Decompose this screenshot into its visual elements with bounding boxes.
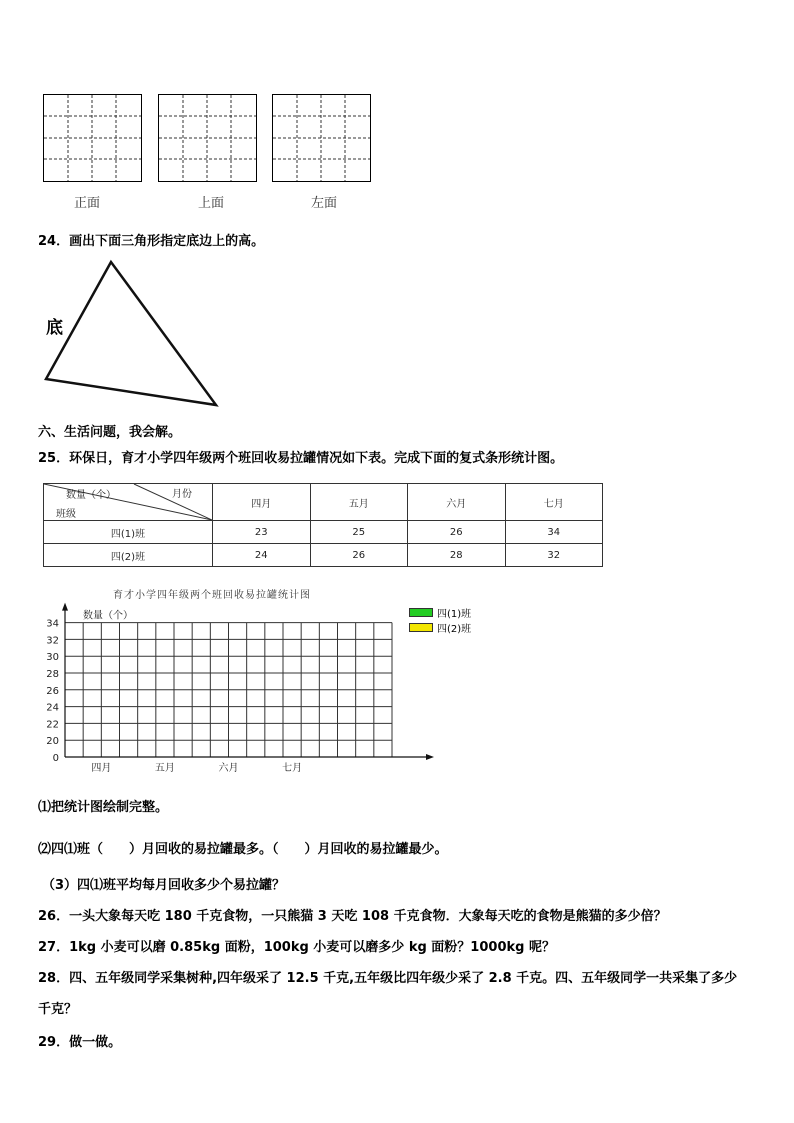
triangle-figure (40, 256, 225, 411)
y-tick-label: 0 (52, 753, 59, 764)
table-value-cell: 24 (213, 544, 311, 567)
table-class-cell: 四(1)班 (44, 521, 213, 544)
x-tick-label: 七月 (282, 763, 303, 774)
legend-label: 四(1)班 (437, 609, 472, 620)
left-view-label: 左面 (311, 196, 338, 211)
top-view-label: 上面 (198, 196, 225, 211)
x-axis-arrow (426, 754, 434, 760)
y-axis-arrow (62, 603, 68, 611)
table-value-cell: 32 (505, 544, 603, 567)
question-25-part-2: ⑵四⑴班（ ）月回收的易拉罐最多。（ ）月回收的易拉罐最少。 (38, 842, 448, 857)
table-value-cell: 26 (310, 544, 408, 567)
x-tick-label: 四月 (91, 763, 112, 774)
left-view-grid (272, 94, 371, 182)
y-tick-label: 22 (46, 719, 59, 731)
y-axis-label: 数量（个） (83, 610, 133, 622)
recycling-data-table (43, 483, 603, 567)
triangle-base-label: 底 (46, 318, 63, 338)
table-value-cell: 25 (310, 521, 408, 544)
table-header-month: 六月 (408, 484, 506, 521)
bar-chart (30, 600, 450, 780)
question-28: 28．四、五年级同学采集树种,四年级采了 12.5 千克,五年级比四年级少采了 2.8 千克。四、五年级同学一共采集了多少 (38, 971, 738, 986)
corner-month-label: 月份 (172, 489, 192, 500)
y-tick-label: 30 (46, 652, 59, 664)
y-tick-label: 32 (46, 635, 59, 647)
question-25-part-3: （3）四⑴班平均每月回收多少个易拉罐？ (42, 878, 286, 893)
question-25: 25．环保日，育才小学四年级两个班回收易拉罐情况如下表。完成下面的复式条形统计图。 (38, 451, 564, 466)
table-header-month: 四月 (213, 484, 311, 521)
legend-label: 四(2)班 (437, 624, 472, 635)
top-view-grid (158, 94, 257, 182)
x-tick-label: 五月 (154, 763, 175, 774)
table-value-cell: 23 (213, 521, 311, 544)
table-value-cell: 26 (408, 521, 506, 544)
front-view-grid (43, 94, 142, 182)
question-28-continued: 千克？ (38, 1002, 78, 1017)
table-header-month: 五月 (310, 484, 408, 521)
table-row (44, 521, 603, 544)
section-6-title: 六、生活问题，我会解。 (38, 425, 182, 440)
corner-class-label: 班级 (56, 509, 76, 520)
table-value-cell: 34 (505, 521, 603, 544)
question-26: 26．一头大象每天吃 180 千克食物，一只熊猫 3 天吃 108 千克食物．大象每天吃的食物是熊猫的多少倍？ (38, 909, 667, 924)
x-tick-label: 六月 (218, 763, 239, 774)
question-25-part-1: ⑴把统计图绘制完整。 (38, 800, 169, 815)
y-tick-label: 34 (46, 618, 59, 630)
y-tick-label: 24 (46, 702, 59, 714)
y-tick-label: 20 (46, 736, 59, 748)
table-header-month: 七月 (505, 484, 603, 521)
chart-title: 育才小学四年级两个班回收易拉罐统计图 (113, 590, 311, 601)
table-value-cell: 28 (408, 544, 506, 567)
y-tick-label: 26 (46, 685, 59, 697)
question-24: 24．画出下面三角形指定底边上的高。 (38, 234, 265, 249)
front-view-label: 正面 (74, 196, 101, 211)
corner-quantity-label: 数量（个） (66, 490, 116, 501)
table-corner-cell (44, 484, 213, 521)
question-29: 29．做一做。 (38, 1035, 122, 1050)
y-tick-label: 28 (46, 669, 59, 680)
table-class-cell: 四(2)班 (44, 544, 213, 567)
table-row (44, 544, 603, 567)
question-27: 27．1kg 小麦可以磨 0.85kg 面粉，100kg 小麦可以磨多少 kg 面粉？1000kg 呢？ (38, 940, 555, 955)
